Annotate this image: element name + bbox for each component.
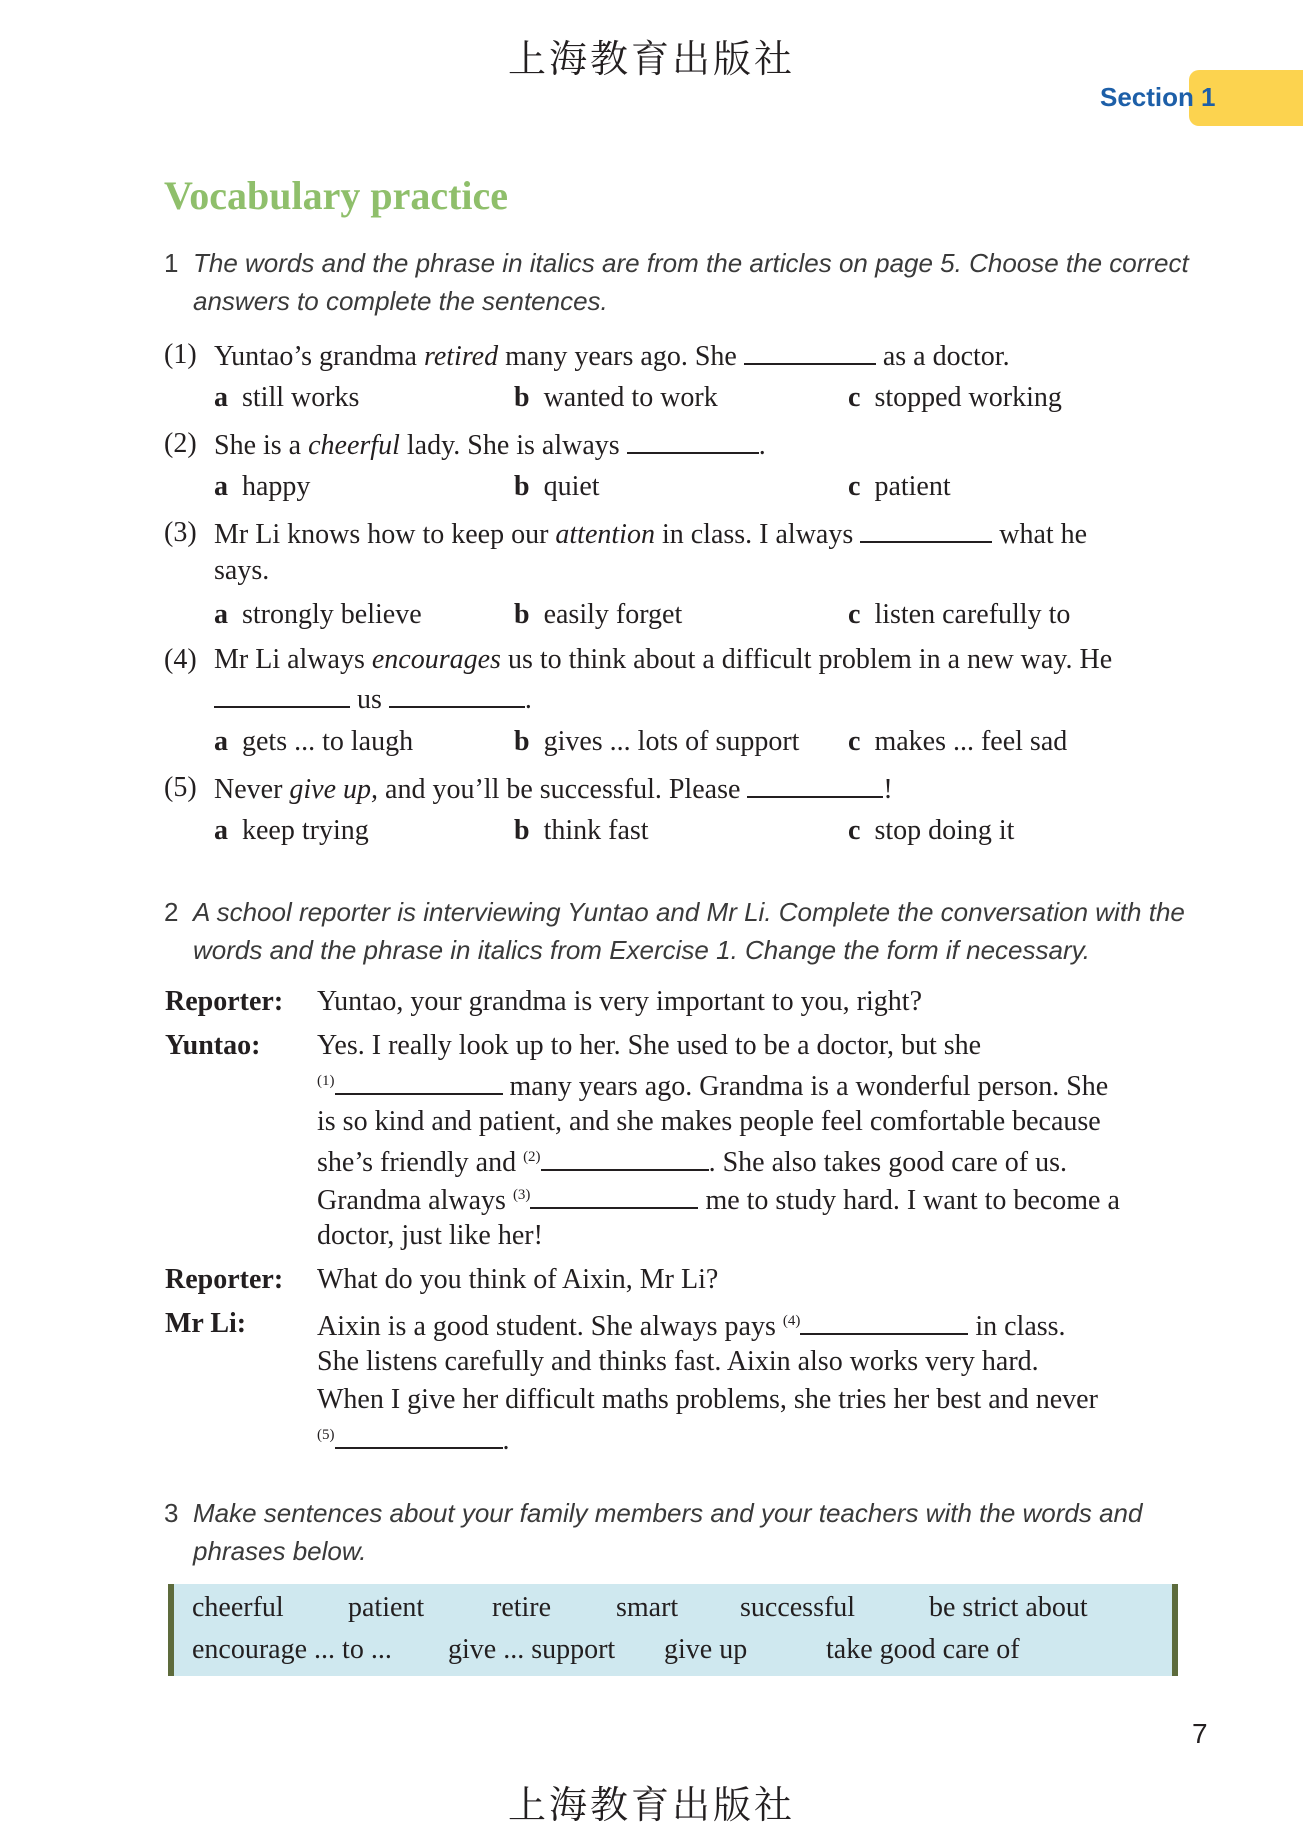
option-text: still works <box>242 382 360 413</box>
q2-option-b[interactable] <box>514 471 600 503</box>
question-2-text-post: lady. She is always <box>399 430 627 462</box>
option-letter: c <box>848 599 861 630</box>
exercise-1-instruction <box>164 244 1224 324</box>
question-4-number: (4) <box>164 644 197 675</box>
option-letter: b <box>514 382 530 413</box>
option-text: stopped working <box>874 382 1062 413</box>
word-be-strict-about: be strict about <box>929 1592 1088 1623</box>
exercise-1-instruction-line2: answers to complete the sentences. <box>193 286 608 316</box>
q3-option-c[interactable] <box>848 599 1070 631</box>
dialogue-line-reporter-2 <box>0 1264 1303 1298</box>
blank-number: (1) <box>317 1072 335 1089</box>
option-letter: b <box>514 471 530 502</box>
option-letter: b <box>514 599 530 630</box>
exercise-1-number: 1 <box>164 248 179 278</box>
question-1-keyword: retired <box>423 341 499 373</box>
option-letter: b <box>514 815 530 846</box>
option-text: wanted to work <box>543 382 718 413</box>
dialogue-text-post: in class. <box>968 1311 1066 1343</box>
question-5-keyword: give up, <box>289 774 379 806</box>
publisher-footer: 上海教育出版社 <box>507 1783 795 1827</box>
answer-blank[interactable] <box>627 427 759 454</box>
dialogue-mrli-line2: She listens carefully and thinks fast. Aixin also works very hard. <box>317 1346 1039 1377</box>
question-1-number: (1) <box>164 339 197 370</box>
exercise-3-instruction-line2: phrases below. <box>193 1536 367 1566</box>
option-letter: a <box>214 815 228 846</box>
dialogue-line-mrli <box>0 1308 1303 1342</box>
question-4-keyword: encourages <box>371 644 501 675</box>
exercise-1-instruction-line1: The words and the phrase in italics are from the articles on page 5. Choose the correct <box>193 248 1189 278</box>
dialogue-line-reporter-1 <box>0 986 1303 1020</box>
dialogue-yuntao-line5 <box>317 1182 1120 1217</box>
option-letter: a <box>214 599 228 630</box>
exercise-3-number: 3 <box>164 1498 179 1528</box>
dialogue-text: . She also takes good care of us. <box>708 1147 1068 1179</box>
q3-option-b[interactable] <box>514 599 682 631</box>
dialogue-mrli-line3: When I give her difficult maths problems, she tries her best and never <box>317 1384 1098 1415</box>
option-letter: c <box>848 726 861 757</box>
question-5-text-pre: Never <box>214 774 290 806</box>
question-5-text-end: ! <box>883 774 893 806</box>
q4-option-c[interactable] <box>848 726 1067 758</box>
question-3-line2: says. <box>214 555 270 586</box>
q5-option-c[interactable] <box>848 815 1014 847</box>
answer-blank[interactable] <box>860 516 992 543</box>
dialogue-yuntao-line6: doctor, just like her! <box>317 1220 543 1251</box>
q2-option-a[interactable] <box>214 471 310 503</box>
question-2-number: (2) <box>164 428 197 459</box>
option-text: listen carefully to <box>874 599 1071 630</box>
exercise-2-number: 2 <box>164 897 179 927</box>
q3-option-a[interactable] <box>214 599 422 631</box>
q5-option-a[interactable] <box>214 815 369 847</box>
answer-blank[interactable] <box>747 771 883 798</box>
word-smart: smart <box>616 1592 679 1623</box>
answer-blank-4[interactable] <box>800 1308 968 1335</box>
dialogue-text: Grandma always <box>317 1185 513 1217</box>
answer-blank-5[interactable] <box>335 1422 503 1449</box>
option-text: easily forget <box>543 599 683 630</box>
question-3-text-end: what he <box>992 519 1088 551</box>
q2-option-c[interactable] <box>848 471 951 503</box>
question-5-text <box>214 771 893 807</box>
option-text: patient <box>874 471 951 502</box>
question-4-text-pre: Mr Li always <box>214 644 372 675</box>
dialogue-text: Yuntao, your grandma is very important to you, right? <box>317 986 922 1017</box>
dialogue-yuntao-line4 <box>317 1144 1067 1179</box>
word-take-good-care-of: take good care of <box>826 1634 1020 1665</box>
page-number: 7 <box>1192 1718 1208 1749</box>
question-1-text-post: many years ago. She <box>498 341 744 373</box>
exercise-3-instruction-line1: Make sentences about your family members and your teachers with the words and <box>193 1498 1143 1528</box>
option-text: keep trying <box>242 815 369 846</box>
section-label: Section <box>1100 82 1194 112</box>
dialogue-text: many years ago. Grandma is a wonderful person. She <box>502 1071 1109 1103</box>
page-title: Vocabulary practice <box>164 173 509 218</box>
option-text: gives ... lots of support <box>543 726 800 757</box>
question-4-line2 <box>214 681 532 717</box>
word-encourage: encourage ... to ... <box>192 1634 392 1665</box>
word-bank-box <box>168 1584 1178 1676</box>
option-text: quiet <box>543 471 600 502</box>
question-3-text-pre: Mr Li knows how to keep our <box>214 519 556 551</box>
blank-number: (5) <box>317 1426 335 1443</box>
dialogue-text: she’s friendly and <box>317 1147 524 1179</box>
q5-option-b[interactable] <box>514 815 649 847</box>
option-letter: c <box>848 471 861 502</box>
option-text: happy <box>242 471 311 502</box>
question-4-text <box>214 643 1112 677</box>
exercise-2-instruction-line1: A school reporter is interviewing Yuntao and Mr Li. Complete the conversation with the <box>193 897 1185 927</box>
word-retire: retire <box>492 1592 552 1623</box>
question-5 <box>0 771 1303 805</box>
section-number: 1 <box>1201 82 1216 112</box>
publisher-header: 上海教育出版社 <box>507 37 795 81</box>
answer-blank[interactable] <box>389 681 525 708</box>
option-letter: c <box>848 382 861 413</box>
speaker-yuntao: Yuntao: <box>165 1030 261 1061</box>
question-3-number: (3) <box>164 517 197 548</box>
question-4 <box>0 643 1303 677</box>
question-2-text <box>214 427 766 463</box>
answer-blank-1[interactable] <box>335 1068 503 1095</box>
dialogue-yuntao-line3: is so kind and patient, and she makes people feel comfortable because <box>317 1106 1101 1137</box>
blank-number: (4) <box>782 1312 801 1329</box>
q1-option-a[interactable] <box>214 382 359 414</box>
dialogue-text: What do you think of Aixin, Mr Li? <box>317 1264 719 1295</box>
word-successful: successful <box>740 1592 856 1623</box>
option-letter: b <box>514 726 530 757</box>
question-1-text <box>214 338 1010 374</box>
answer-blank[interactable] <box>744 338 876 365</box>
answer-blank[interactable] <box>214 681 350 708</box>
question-4-line2-mid: us <box>350 684 389 716</box>
word-cheerful: cheerful <box>192 1592 284 1623</box>
answer-blank-2[interactable] <box>541 1144 709 1171</box>
dialogue-text: Yes. I really look up to her. She used to be a doctor, but she <box>317 1030 982 1061</box>
word-patient: patient <box>348 1592 425 1623</box>
question-3-keyword: attention <box>555 519 655 551</box>
question-2-keyword: cheerful <box>308 430 400 462</box>
q1-option-b[interactable] <box>514 382 718 414</box>
question-3-text <box>214 516 1087 552</box>
option-letter: a <box>214 726 228 757</box>
question-2-text-end: . <box>758 430 766 462</box>
q1-option-c[interactable] <box>848 382 1062 414</box>
dialogue-mrli-line4 <box>317 1422 510 1457</box>
question-5-text-post: and you’ll be successful. Please <box>378 774 748 806</box>
blank-number: (3) <box>512 1186 531 1203</box>
q4-option-a[interactable] <box>214 726 413 758</box>
question-4-text-post: us to think about a difficult problem in a new way. He <box>500 644 1113 675</box>
question-4-line2-end: . <box>524 684 532 716</box>
exercise-3-instruction <box>164 1494 1224 1574</box>
dialogue-text <box>317 1308 1066 1343</box>
option-text: makes ... feel sad <box>874 726 1068 757</box>
dialogue-yuntao-line2 <box>317 1068 1108 1103</box>
exercise-2-instruction-line2: words and the phrase in italics from Exercise 1. Change the form if necessary. <box>193 935 1090 965</box>
question-1 <box>0 338 1303 372</box>
question-2 <box>0 427 1303 461</box>
word-give-support: give ... support <box>448 1634 616 1665</box>
answer-blank-3[interactable] <box>530 1182 698 1209</box>
dialogue-text: . <box>502 1425 510 1457</box>
exercise-2-instruction <box>164 893 1244 973</box>
question-3-text-post: in class. I always <box>654 519 861 551</box>
blank-number: (2) <box>523 1148 541 1165</box>
option-letter: a <box>214 382 228 413</box>
option-text: strongly believe <box>242 599 422 630</box>
question-5-number: (5) <box>164 772 197 803</box>
option-letter: c <box>848 815 861 846</box>
option-text: think fast <box>543 815 649 846</box>
option-letter: a <box>214 471 228 502</box>
question-1-text-end: as a doctor. <box>875 341 1010 373</box>
question-1-text-pre: Yuntao’s grandma <box>214 341 424 373</box>
dialogue-text-pre: Aixin is a good student. She always pays <box>317 1311 783 1343</box>
speaker-reporter: Reporter: <box>165 986 284 1017</box>
dialogue-text: me to study hard. I want to become a <box>698 1185 1120 1217</box>
speaker-mrli: Mr Li: <box>165 1308 247 1339</box>
option-text: gets ... to laugh <box>242 726 414 757</box>
question-3 <box>0 516 1303 550</box>
question-2-text-pre: She is a <box>214 430 309 462</box>
option-text: stop doing it <box>874 815 1015 846</box>
dialogue-line-yuntao <box>0 1030 1303 1064</box>
word-give-up: give up <box>664 1634 748 1665</box>
speaker-reporter: Reporter: <box>165 1264 284 1295</box>
q4-option-b[interactable] <box>514 726 799 758</box>
